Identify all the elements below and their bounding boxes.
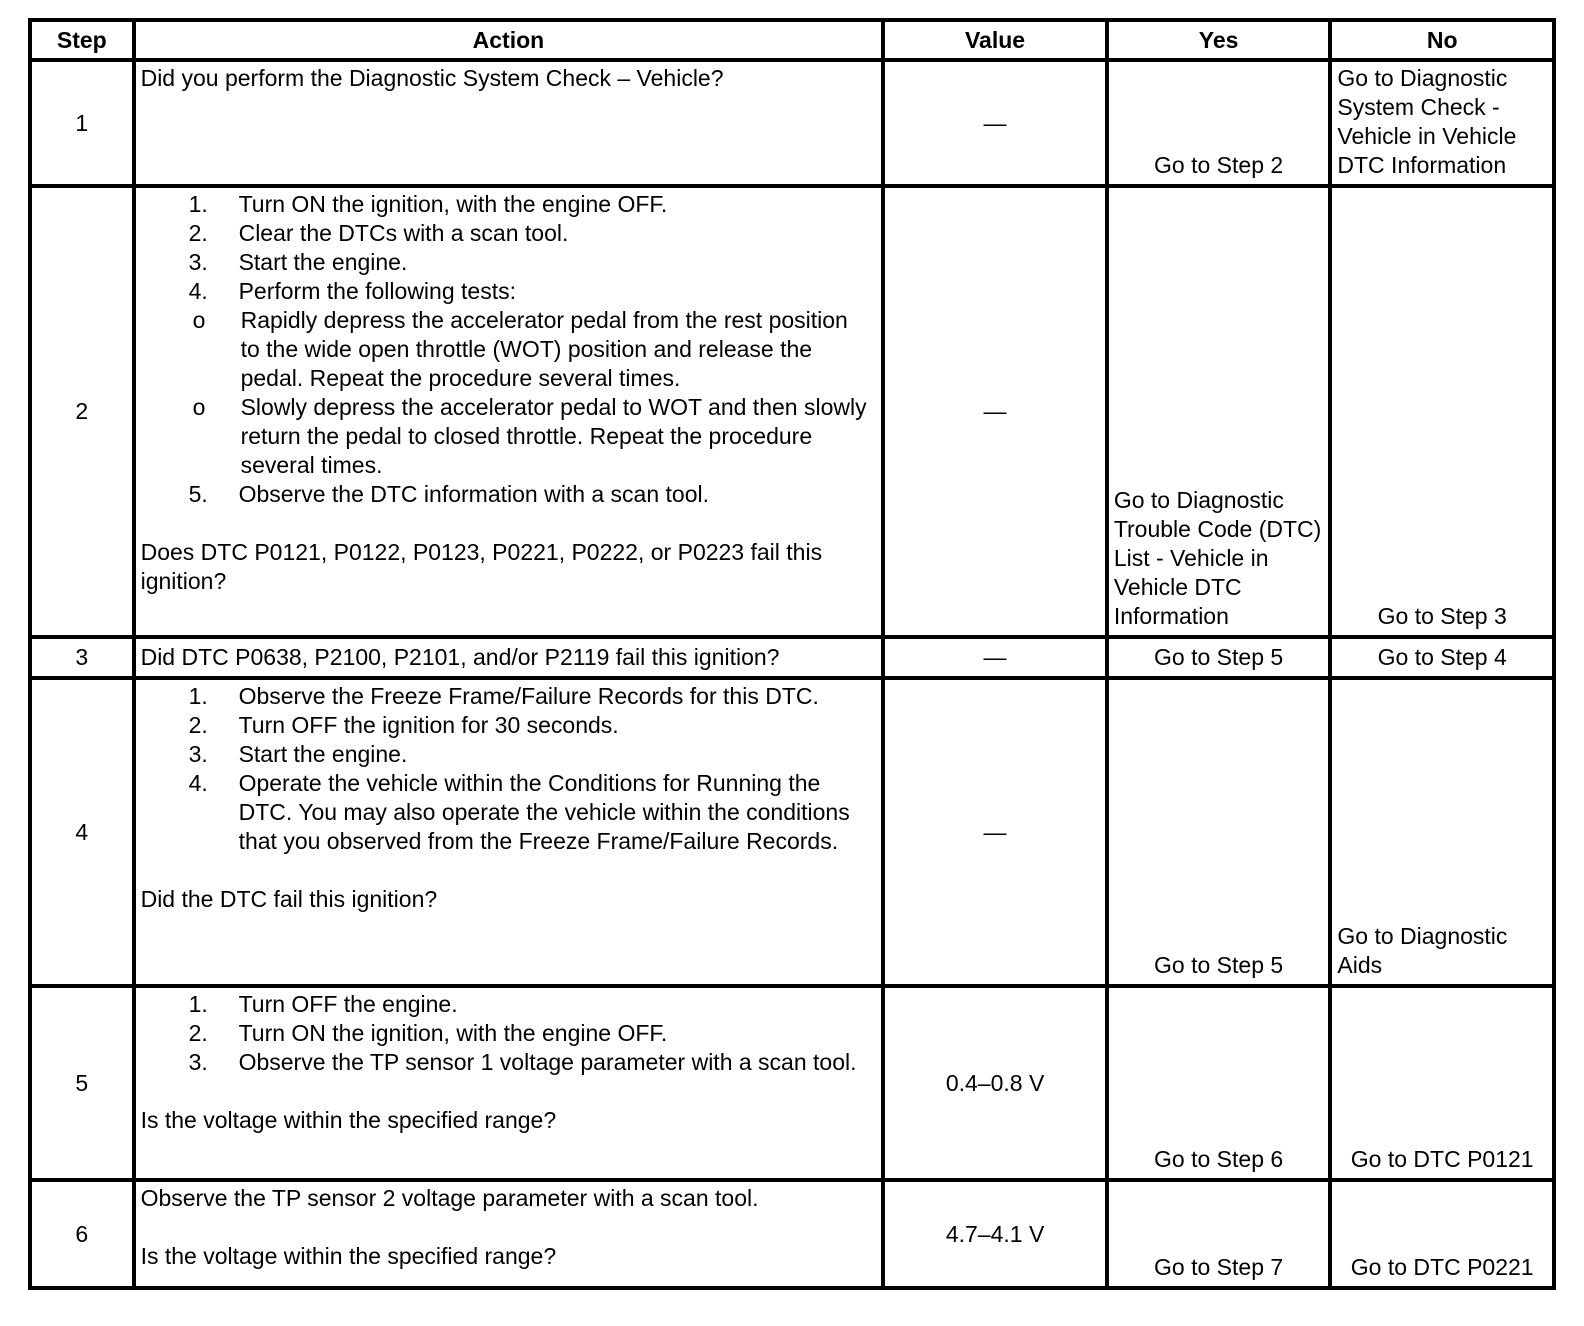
list-item <box>141 248 868 277</box>
no-cell: Go to DTC P0121 <box>1330 986 1554 1180</box>
yes-cell: Go to Step 2 <box>1107 60 1331 186</box>
list-item <box>141 769 868 856</box>
table-row-step-6 <box>30 1180 1554 1288</box>
step-number: 5 <box>30 986 134 1180</box>
action-intro: Observe the TP sensor 2 voltage parameter with a scan tool. <box>140 1185 759 1211</box>
value-cell: — <box>883 678 1107 986</box>
sub-list-item-text: Slowly depress the accelerator pedal to WOT and then slowly return the pedal to closed throttle. Repeat the procedure several times. <box>240 394 867 478</box>
step-number: 4 <box>30 678 134 986</box>
bullet-marker: o <box>192 394 206 420</box>
list-item-text: Turn ON the ignition, with the engine OFF. <box>238 191 668 217</box>
no-cell: Go to Step 4 <box>1330 637 1554 678</box>
header-action: Action <box>134 20 884 60</box>
no-cell: Go to DTC P0221 <box>1330 1180 1554 1288</box>
step-number: 2 <box>30 186 134 637</box>
list-item <box>141 1019 868 1048</box>
yes-cell: Go to Step 6 <box>1107 986 1331 1180</box>
list-item-text: Observe the Freeze Frame/Failure Records for this DTC. <box>238 683 819 709</box>
value-cell: — <box>883 60 1107 186</box>
action-question: Did the DTC fail this ignition? <box>140 886 438 912</box>
list-item-text: Operate the vehicle within the Conditions for Running the DTC. You may also operate the vehicle within the conditions that you observed from the Freeze Frame/Failure Records. <box>238 770 850 854</box>
sub-list <box>141 306 868 480</box>
list-item-text: Perform the following tests: <box>238 278 516 304</box>
action-question: Did you perform the Diagnostic System Check – Vehicle? <box>140 65 724 91</box>
list-item-text: Turn OFF the engine. <box>238 991 458 1017</box>
no-cell: Go to Diagnostic System Check - Vehicle in Vehicle DTC Information <box>1330 60 1554 186</box>
list-item-number: 5. <box>188 481 208 507</box>
sub-list-item <box>141 306 868 393</box>
list-item-text: Clear the DTCs with a scan tool. <box>238 220 569 246</box>
action-steps-list <box>141 990 868 1077</box>
list-item <box>141 711 868 740</box>
list-item <box>141 277 868 480</box>
list-item <box>141 219 868 248</box>
action-cell <box>134 60 884 186</box>
list-item <box>141 1048 868 1077</box>
yes-cell: Go to Step 5 <box>1107 678 1331 986</box>
list-item-number: 2. <box>188 1020 208 1046</box>
action-cell <box>134 1180 884 1288</box>
list-item-number: 3. <box>188 1049 208 1075</box>
yes-cell: Go to Step 7 <box>1107 1180 1331 1288</box>
action-question: Is the voltage within the specified range? <box>140 1107 557 1133</box>
list-item <box>141 682 868 711</box>
list-item-number: 2. <box>188 220 208 246</box>
action-cell <box>134 986 884 1180</box>
table-row-step-5 <box>30 986 1554 1180</box>
list-item <box>141 990 868 1019</box>
value-cell: 4.7–4.1 V <box>883 1180 1107 1288</box>
sub-list-item-text: Rapidly depress the accelerator pedal from the rest position to the wide open throttle (WOT) position and release the pedal. Repeat the procedure several times. <box>240 307 848 391</box>
sub-list-item <box>141 393 868 480</box>
action-question: Does DTC P0121, P0122, P0123, P0221, P0222, or P0223 fail this ignition? <box>140 539 823 594</box>
list-item-text: Turn OFF the ignition for 30 seconds. <box>238 712 619 738</box>
step-number: 1 <box>30 60 134 186</box>
no-cell: Go to Diagnostic Aids <box>1330 678 1554 986</box>
yes-cell: Go to Diagnostic Trouble Code (DTC) List - Vehicle in Vehicle DTC Information <box>1107 186 1331 637</box>
list-item-text: Turn ON the ignition, with the engine OFF. <box>238 1020 668 1046</box>
header-step: Step <box>30 20 134 60</box>
table-row-step-1 <box>30 60 1554 186</box>
list-item-number: 4. <box>188 278 208 304</box>
list-item-text: Observe the DTC information with a scan tool. <box>238 481 709 507</box>
step-number: 3 <box>30 637 134 678</box>
diagnostic-table <box>28 18 1556 1290</box>
no-cell: Go to Step 3 <box>1330 186 1554 637</box>
action-cell <box>134 186 884 637</box>
list-item-number: 1. <box>188 683 208 709</box>
list-item-text: Start the engine. <box>238 249 408 275</box>
list-item <box>141 740 868 769</box>
action-steps-list <box>141 190 868 509</box>
list-item <box>141 190 868 219</box>
value-cell: — <box>883 186 1107 637</box>
action-steps-list <box>141 682 868 856</box>
bullet-marker: o <box>192 307 206 333</box>
value-cell: — <box>883 637 1107 678</box>
list-item-number: 1. <box>188 991 208 1017</box>
action-question: Is the voltage within the specified range? <box>140 1243 557 1269</box>
table-row-step-3 <box>30 637 1554 678</box>
list-item-text: Observe the TP sensor 1 voltage parameter with a scan tool. <box>238 1049 857 1075</box>
list-item-number: 2. <box>188 712 208 738</box>
list-item <box>141 480 868 509</box>
action-cell <box>134 678 884 986</box>
table-row-step-4 <box>30 678 1554 986</box>
header-no: No <box>1330 20 1554 60</box>
header-row <box>30 20 1554 60</box>
list-item-number: 4. <box>188 770 208 796</box>
list-item-number: 3. <box>188 741 208 767</box>
list-item-number: 3. <box>188 249 208 275</box>
step-number: 6 <box>30 1180 134 1288</box>
action-cell <box>134 637 884 678</box>
header-value: Value <box>883 20 1107 60</box>
header-yes: Yes <box>1107 20 1331 60</box>
list-item-number: 1. <box>188 191 208 217</box>
value-cell: 0.4–0.8 V <box>883 986 1107 1180</box>
list-item-text: Start the engine. <box>238 741 408 767</box>
yes-cell: Go to Step 5 <box>1107 637 1331 678</box>
table-row-step-2 <box>30 186 1554 637</box>
action-question: Did DTC P0638, P2100, P2101, and/or P2119 fail this ignition? <box>140 644 780 670</box>
